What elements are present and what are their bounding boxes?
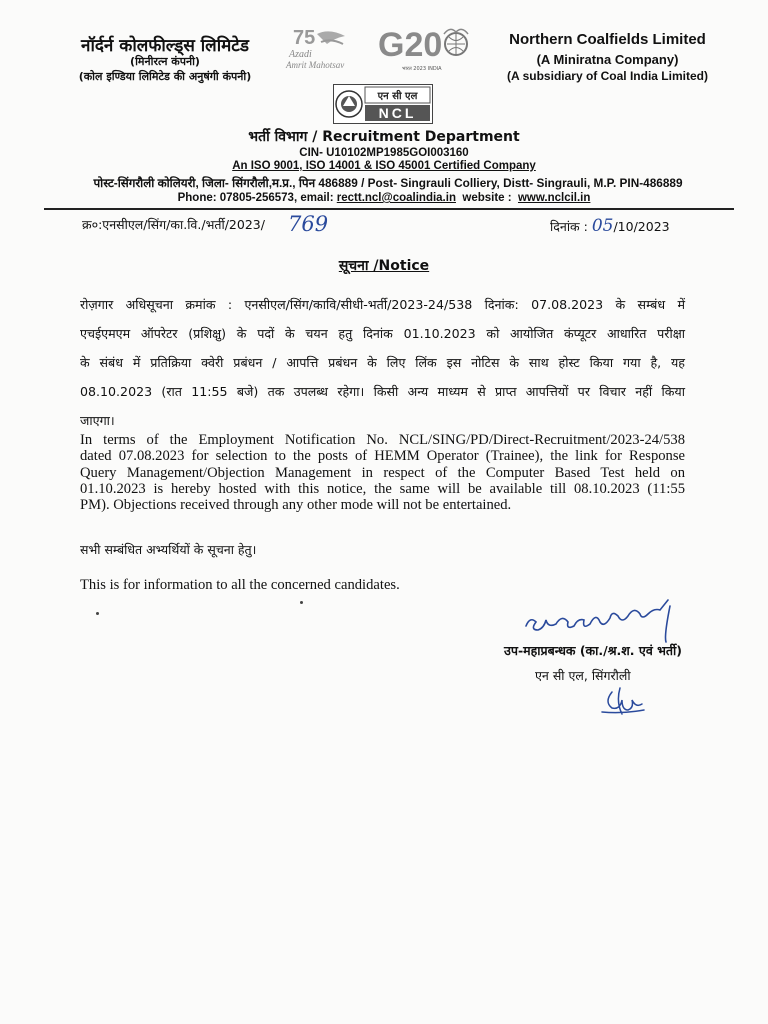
email-link[interactable]: rectt.ncl@coalindia.in	[336, 192, 456, 204]
notice-date	[550, 216, 670, 236]
signature	[520, 598, 690, 643]
company-type-english: (A Miniratna Company)	[536, 52, 679, 67]
speck	[300, 601, 303, 604]
website-link[interactable]: www.nclcil.in	[517, 192, 591, 204]
contact-line	[0, 192, 768, 204]
reference-number-handwritten: 769	[288, 212, 329, 236]
company-subsidiary-english: (A subsidiary of Coal India Limited)	[507, 69, 708, 83]
department-heading: भर्ती विभाग / Recruitment Department	[248, 129, 520, 145]
hindi-paragraph-line: के संबंध में प्रतिक्रिया क्वेरी प्रबंधन / आपत्ति प्रबंधन के लिए लिंक इस नोटिस के साथ होस्ट किया गया है, यह	[80, 355, 685, 370]
iso-certification-text: An ISO 9001, ISO 14001 & ISO 45001 Certified Company	[232, 160, 536, 172]
reference-number: क्र०:एनसीएल/सिंग/का.वि./भर्ती/2023/	[82, 217, 265, 232]
iso-certification	[0, 160, 768, 172]
date-label: दिनांक :	[550, 219, 592, 234]
g20-logo	[378, 24, 470, 74]
english-paragraph-line: In terms of the Employment Notification No. NCL/SING/PD/Direct-Recruitment/2023-24/538	[80, 432, 685, 448]
ncl-logo-hindi-text: एन सी एल	[377, 91, 418, 102]
english-information-line: This is for information to all the concerned candidates.	[80, 577, 400, 593]
english-paragraph-line: dated 07.08.2023 for selection to the posts of HEMM Operator (Trainee), the link for Response	[80, 448, 685, 465]
date-month-year: /10/2023	[613, 219, 670, 234]
signatory-title: उप-महाप्रबन्धक (का./श्र.श. एवं भर्ती)	[504, 643, 682, 658]
hindi-information-line: सभी सम्बंधित अभ्यर्थियों के सूचना हेतु।	[80, 542, 257, 557]
azadi-logo-text: Azadi	[289, 49, 312, 60]
azadi-logo-number: 75	[293, 27, 316, 49]
hindi-paragraph-line: एचईएमएम ऑपरेटर (प्रशिक्षु) के पदों के चयन हतु दिनांक 01.10.2023 को आयोजित कंप्यूटर आधारित परीक्षा	[80, 326, 685, 341]
hindi-paragraph-line: 08.10.2023 (रात 11:55 बजे) तक उपलब्ध रहेगा। किसी अन्य माध्यम से प्राप्त आपत्तियों पर विचार नहीं किया	[80, 384, 685, 399]
hindi-paragraph-line: जाएगा।	[80, 413, 115, 428]
header-divider	[44, 208, 734, 210]
english-paragraph-line: PM). Objections received through any other mode will not be entertained.	[80, 497, 512, 514]
english-paragraph-line: Query Management/Objection Management in respect of the Computer Based Test held on	[80, 464, 685, 481]
english-notice-paragraph	[80, 432, 685, 513]
hindi-notice-paragraph	[80, 290, 685, 435]
initials	[598, 682, 648, 716]
website-label: website :	[455, 192, 518, 204]
g20-logo-tagline: भारत 2023 INDIA	[402, 66, 442, 72]
speck	[96, 612, 99, 615]
company-type-hindi: (मिनीरत्न कंपनी)	[130, 55, 200, 68]
azadi-ka-amrit-mahotsav-logo	[283, 22, 373, 74]
phone-label: Phone: 07805-256573, email:	[177, 192, 337, 204]
english-paragraph-line: 01.10.2023 is hereby hosted with this notice, the same will be available till 08.10.2023 (11:55	[80, 480, 685, 497]
hindi-paragraph-line: रोज़गार अधिसूचना क्रमांक : एनसीएल/सिंग/कावि/सीधी-भर्ती/2023-24/538 दिनांक: 07.08.2023 के सम्बंध में	[80, 297, 685, 312]
ncl-logo-text: NCL	[378, 105, 417, 121]
g20-logo-text: G20	[378, 26, 443, 64]
notice-title: सूचना /Notice	[338, 258, 430, 274]
postal-address: पोस्ट-सिंगरौली कोलियरी, जिला- सिंगरौली,म.प्र., पिन 486889 / Post- Singrauli Colliery, Distt- Singrauli, M.P. PIN-486889	[93, 176, 683, 190]
date-day-handwritten: 05	[591, 216, 614, 236]
company-name-hindi: नॉर्दर्न कोलफील्ड्स लिमिटेड	[81, 36, 249, 56]
company-name-english: Northern Coalfields Limited	[509, 31, 706, 48]
cin-number: CIN- U10102MP1985GOI003160	[299, 147, 469, 159]
ncl-logo	[333, 84, 433, 124]
signatory-office: एन सी एल, सिंगरौली	[535, 668, 631, 683]
company-subsidiary-hindi: (कोल इण्डिया लिमिटेड की अनुषंगी कंपनी)	[78, 70, 252, 83]
azadi-logo-subtext: Amrit Mahotsav	[286, 60, 345, 70]
